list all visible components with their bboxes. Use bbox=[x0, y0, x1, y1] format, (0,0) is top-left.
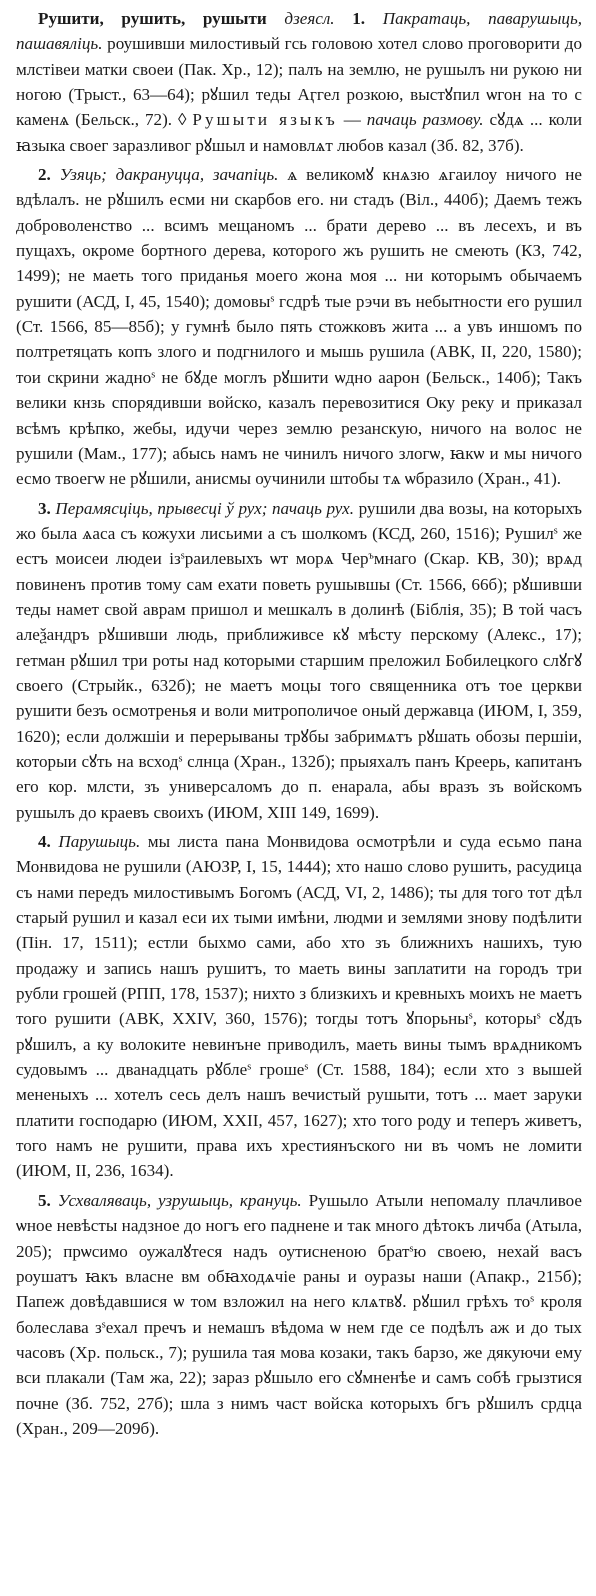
sense-3-paragraph: 3. Перамясціць, прывесці ў рух; пачаць рух. рушили два возы, на которыхъ жо была ѧаса съ кожухи лисьими а съ шолкомъ (КСД, 260, 1516); Рушил$^s$ же естъ моисеи людеи $із^sраилевыхъ$ ѡт морѧ Чер$^ъ$мнаго (Скар. КВ, 30); врѧд повиненъ против тому сам ехати поветь рушывшы (Ст. 1566, 66б); рꙋшивши теды намет свой аврам пришол и мешкалъ в долинѣ (Біблія, 35); В той часъ алеѯандръ рꙋшивши людь, приближивсе кꙋ мѣсту перскому (Алекс., 17); гетман рꙋшил три роты над которыми старшим преложил Бобилецкого слꙋгꙋ своего (Стрыйк., 632б); не маетъ моцы того священника отъ тое церкви рушити безъ осмотренья и воли митрополичое оный державца (ИЮМ, I, 359, 1620); если должшіи и перерываны трꙋбы забримѧтъ рꙋшать обозы першіи, которыи сꙋть на всход$^s$ слнца (Хран., 132б); прыяхалъ панъ Креерь, капитанъ его кор. млсти, зъ универсаломъ до п. енарала, абы вразъ зъ войскомъ рушылъ до краевъ своихъ (ИЮМ, XIII 149, 1699). bbox=[16, 498, 583, 822]
sense-1-paragraph: Рушити, рушить, рушыти дзеясл. 1. Пакратаць, паварушыць, пашавяліць. роушивши милостивый гсь головою хотел слово проговорити до млстівеи матки своеи (Пак. Хр., 12); палъ на землю, не рушылъ ни рукою ни ногою (Трыст., 63—64); рꙋшил теды Аӷгел розкою, выстꙋпил ѡгон на то с каменѧ (Бельск., 72). ◊ Рушыти языкъ — пачаць размову. сꙋдѧ ... коли ꙗзыка своег заразливог рꙋшыл и намовлѧт любов казал (Зб. 82, 37б). bbox=[16, 9, 583, 155]
sense-2-paragraph: 2. Узяць; дакрануцца, зачапіць. ѧ великомꙋ кнѧзю ѧгаилоу ничого не вдѣлалъ. не рꙋшилъ есми ни скарбов его. ни стадъ (Віл., 440б); Даемъ тежъ доброволенство ... всимъ мещаномъ ... брати дерево ... въ лесехъ, и въ пущахъ, окроме бортного дерева, которого жъ рушить не смеють (КЗ, 742, 1499); не маеть того приданья моего жона моя ... ни которымъ обычаемъ рушити (АСД, I, 45, 1540); домовы$^s$ гсдрѣ тые рэчи въ небытности его рушил (Ст. 1566, 85—85б); у гумнѣ было пять стожковъ жита ... а увъ иншомъ по полтретяцать копъ злого и подгнилого и мышь рушила (АВК, II, 220, 1580); тои скрини жадно$^s$ не бꙋде моглъ рꙋшити ѡдно аарон (Бельск., 140б); Такъ велики кнзь спорядивши войско, казалъ перевозитися Оку реку и приказал всѣмъ крѣпко, жебы, идучи через землю резанскую, ничого на волос не рушили (Мам., 177); абысь намъ не чинилъ ничого злогѡ, ꙗкѡ и мы ничого есмо твоегѡ не рꙋшили, анисмы оучинили штобы тѧ ѡбразило (Хран., 41). bbox=[16, 165, 583, 489]
sense-5-paragraph: 5. Усхваляваць, узрушыць, крануць. Рушыло Атыли непомалу плачливое ѡное невѣсты надзное до ногъ его паднене и так много дѣтокъ личба (Атыла, 205); прѡсимо оужалꙋтеся надъ оутисненою брат$^s$ю своею, нехай васъ роушатъ ꙗкъ власне вм обꙗходѧчіе раны и оуразы наши (Апакр., 215б); Папеж довѣдавшися ѡ том взложил на него клѧтвꙋ. рꙋшил грѣхъ $то^s$ кроля болеслава $з^sехал$ пречъ и немашъ вѣдома ѡ нем где се подѣлъ аж и до тых часовъ (Хр. польск., 7); рушила тая мова козаки, такъ барзо, же дякуючи ему вси плакали (Там жа, 22); зараз рꙋшыло его сꙋмненѣе и самъ собѣ грызтися почне (Зб. 752, 27б); шла з нимъ част войска которыхъ бгъ рꙋшилъ срдца (Хран., 209—209б). bbox=[16, 1190, 583, 1438]
dictionary-entry bbox=[16, 6, 582, 1441]
sense-4-paragraph: 4. Парушыць. мы листа пана Монвидова осмотрѣли и суда есьмо пана Монвидова не рушили (АЮЗР, I, 15, 1444); хто нашо слово рушить, расудица съ нами передъ милостивымъ Богомъ (АСД, VI, 2, 1486); ты для того тот дѣл старый рушил и казал еси их тыми имѣни, людми и землями знову подѣлити (Пін. 17, 1511); естли быхмо сами, або хто зъ ближнихъ нашихъ, тую продажу и запись нашъ рушитъ, то маеть вины заплатити на городъ три рубли грошей (РПП, 178, 1537); нихто з близкихъ и кревныхъ моихъ не маетъ того рушити (АВК, XXIV, 360, 1576); тогды тотъ ꙋпорьны$^s$, которы$^s$ сꙋдъ рꙋшилъ, а ку волоките невинъне приводилъ, маеть вины тымъ врѧдникомъ судовымъ ... дванадцать рꙋбле$^s$ гроше$^s$ (Ст. 1588, 184); если хто з вышей мененыхъ ... хотелъ сесь делъ нашъ вечистый рушыти, тотъ ... мает заруки платити господарю (ИЮМ, XXII, 457, 1627); хто того роду и теперъ живетъ, того намъ не рушити, права ихъ хрестиянъского ни въ чомъ не ломити (ИЮМ, II, 236, 1634). bbox=[16, 832, 582, 1181]
